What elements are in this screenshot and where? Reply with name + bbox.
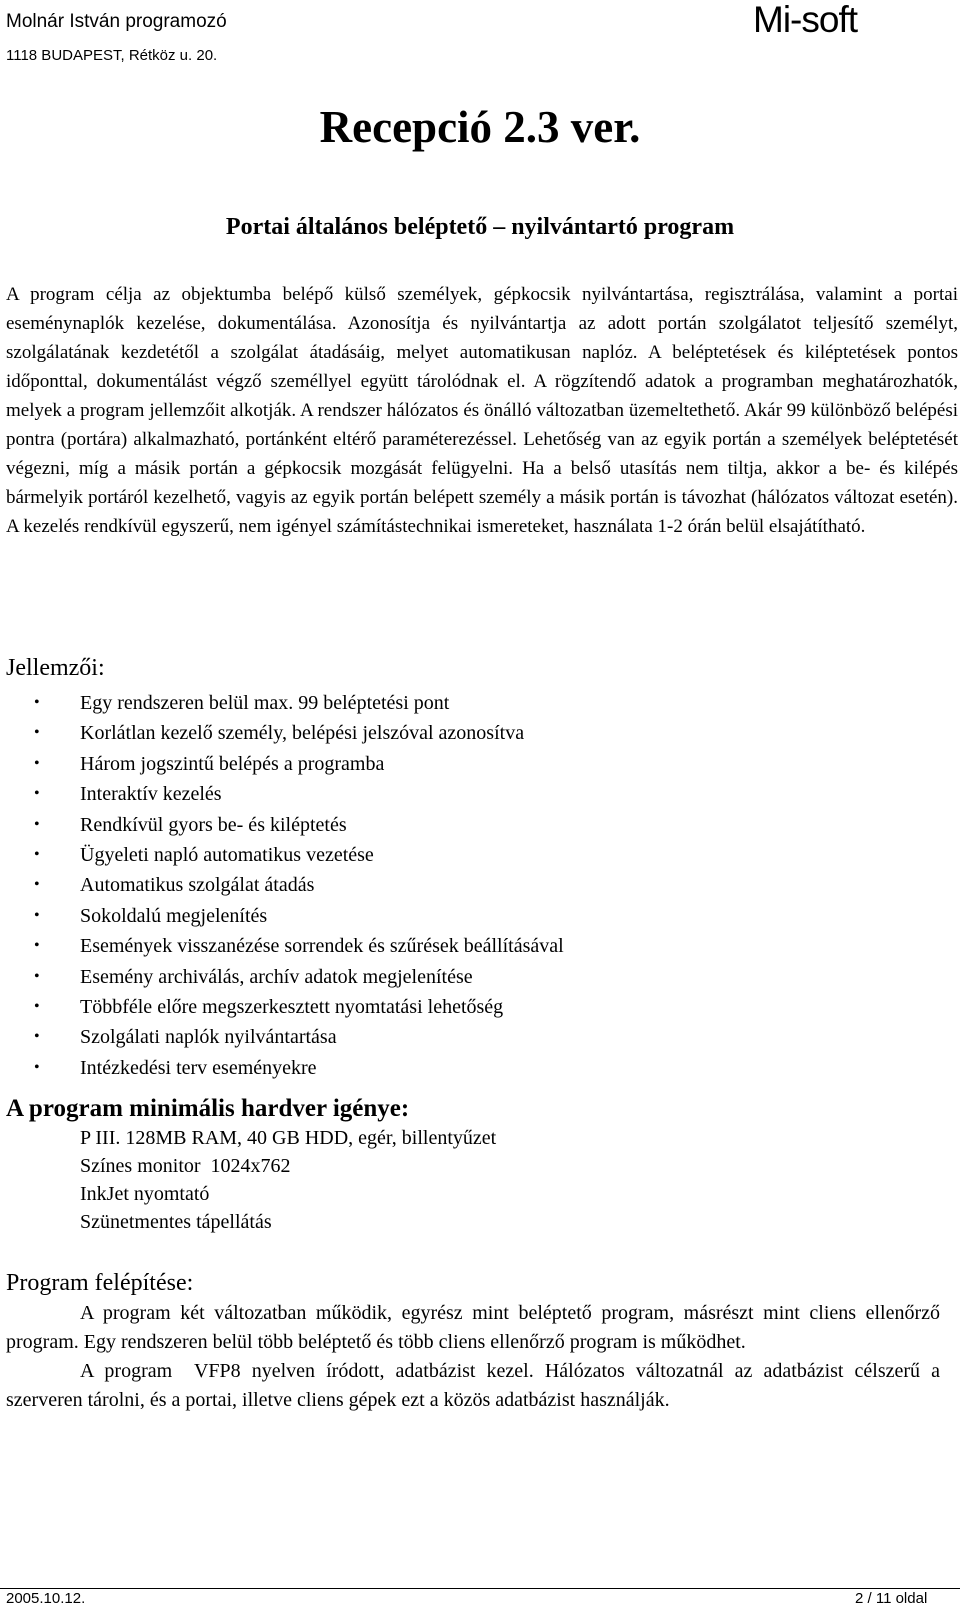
hardware-list: [80, 1124, 496, 1236]
feature-text: Interaktív kezelés: [80, 783, 222, 806]
bullet-icon: •: [34, 754, 40, 772]
company-name: Molnár István programozó: [6, 11, 227, 32]
feature-text: Többféle előre megszerkesztett nyomtatási lehetőség: [80, 995, 504, 1018]
bullet-icon: •: [34, 785, 40, 803]
feature-text: Sokoldalú megjelenítés: [80, 904, 268, 927]
hardware-item: P III. 128MB RAM, 40 GB HDD, egér, billentyűzet: [80, 1127, 497, 1149]
page-header: [6, 10, 227, 66]
list-item: [0, 779, 940, 809]
list-item: [0, 962, 940, 992]
structure-paragraph-1: A program két változatban működik, egyrész mint beléptető program, másrészt mint cliens ellenőrző program. Egy rendszeren belül több beléptető és több cliens ellenőrző program is működhet.: [6, 1302, 940, 1353]
features-list: [0, 688, 940, 1083]
feature-text: Események visszanézése sorrendek és szűrések beállításával: [80, 935, 564, 958]
bullet-icon: •: [34, 815, 40, 833]
bullet-icon: •: [34, 876, 40, 894]
feature-text: Három jogszintű belépés a programba: [80, 752, 385, 775]
list-item: [0, 1022, 940, 1052]
bullet-icon: •: [34, 1058, 40, 1076]
list-item: [0, 810, 940, 840]
bullet-icon: •: [34, 845, 40, 863]
document-title: Recepció 2.3 ver.: [319, 102, 641, 152]
list-item: [0, 749, 940, 779]
list-item: [0, 840, 940, 870]
feature-text: Ügyeleti napló automatikus vezetése: [80, 843, 374, 866]
list-item: [0, 718, 940, 748]
company-address: 1118 BUDAPEST, Rétköz u. 20.: [6, 47, 218, 64]
list-item: [0, 931, 940, 961]
footer-date: 2005.10.12.: [6, 1590, 86, 1607]
feature-text: Intézkedési terv eseményekre: [80, 1056, 317, 1079]
structure-heading: Program felépítése:: [6, 1270, 194, 1296]
feature-text: Korlátlan kezelő személy, belépési jelszóval azonosítva: [80, 722, 525, 745]
hardware-item: Színes monitor 1024x762: [80, 1155, 291, 1177]
feature-text: Automatikus szolgálat átadás: [80, 874, 315, 897]
document-subtitle: Portai általános beléptető – nyilvántartó program: [225, 214, 735, 240]
feature-text: Szolgálati naplók nyilvántartása: [80, 1026, 337, 1049]
feature-text: Egy rendszeren belül max. 99 beléptetési pont: [80, 692, 450, 714]
intro-paragraph: A program célja az objektumba belépő külső személyek, gépkocsik nyilvántartása, regisztrálása, valamint a portai eseménynaplók kezelése, dokumentálása. Azonosítja és nyilvántartja az adott portán szolgálatot teljesítő személyt, szolgálatának kezdetétől a szolgálat átadásáig, melyet automatikusan naplóz. A beléptetések és kiléptetések pontos időponttal, dokumentálást végző személlyel együtt tárolódnak el. A rögzítendő adatok a programban meghatározhatók, melyek a program jellemzőit alkotják. A rendszer hálózatos és önálló változatban üzemeltethető. Akár 99 különböző belépési pontra (portára) alkalmazható, portánként eltérő paraméterezéssel. Lehetőség van az egyik portán a személyek beléptetését végezni, míg a másik portán a gépkocsik mozgását felügyelni. Ha a belső utasítás nem tiltja, akkor a be- és kilépés bármelyik portáról kezelhető, vagyis az egyik portán belépett személy a másik portán is távozhat (hálózatos változat esetén). A kezelés rendkívül egyszerű, nem igényel számítástechnikai ismereteket, használata 1-2 órán belül elsajátítható.: [6, 284, 958, 537]
bullet-icon: •: [34, 724, 40, 742]
bullet-icon: •: [34, 997, 40, 1015]
feature-text: Esemény archiválás, archív adatok megjelenítése: [80, 965, 473, 988]
list-item: [0, 688, 940, 718]
bullet-icon: •: [34, 694, 40, 711]
bullet-icon: •: [34, 937, 40, 955]
list-item: [0, 992, 940, 1022]
hardware-item: InkJet nyomtató: [80, 1183, 210, 1205]
features-heading: Jellemzői:: [6, 655, 105, 681]
hardware-heading: A program minimális hardver igénye:: [6, 1095, 410, 1122]
structure-paragraph-2: A program VFP8 nyelven íródott, adatbázist kezel. Hálózatos változatnál az adatbázist célszerű a szerveren tárolni, és a portai, illetve cliens gépek ezt a közös adatbázist használják.: [6, 1360, 945, 1411]
mi-soft-logo: Mi-soft: [753, 0, 857, 40]
feature-text: Rendkívül gyors be- és kiléptetés: [80, 813, 347, 836]
page-number: 2 / 11 oldal: [855, 1590, 928, 1607]
hardware-item: Szünetmentes tápellátás: [80, 1211, 272, 1233]
list-item: [0, 901, 940, 931]
footer-divider: [0, 1588, 960, 1589]
structure-text: [6, 1299, 945, 1415]
list-item: [0, 1053, 940, 1083]
bullet-icon: •: [34, 967, 40, 985]
list-item: [0, 870, 940, 900]
bullet-icon: •: [34, 906, 40, 924]
bullet-icon: •: [34, 1028, 40, 1046]
